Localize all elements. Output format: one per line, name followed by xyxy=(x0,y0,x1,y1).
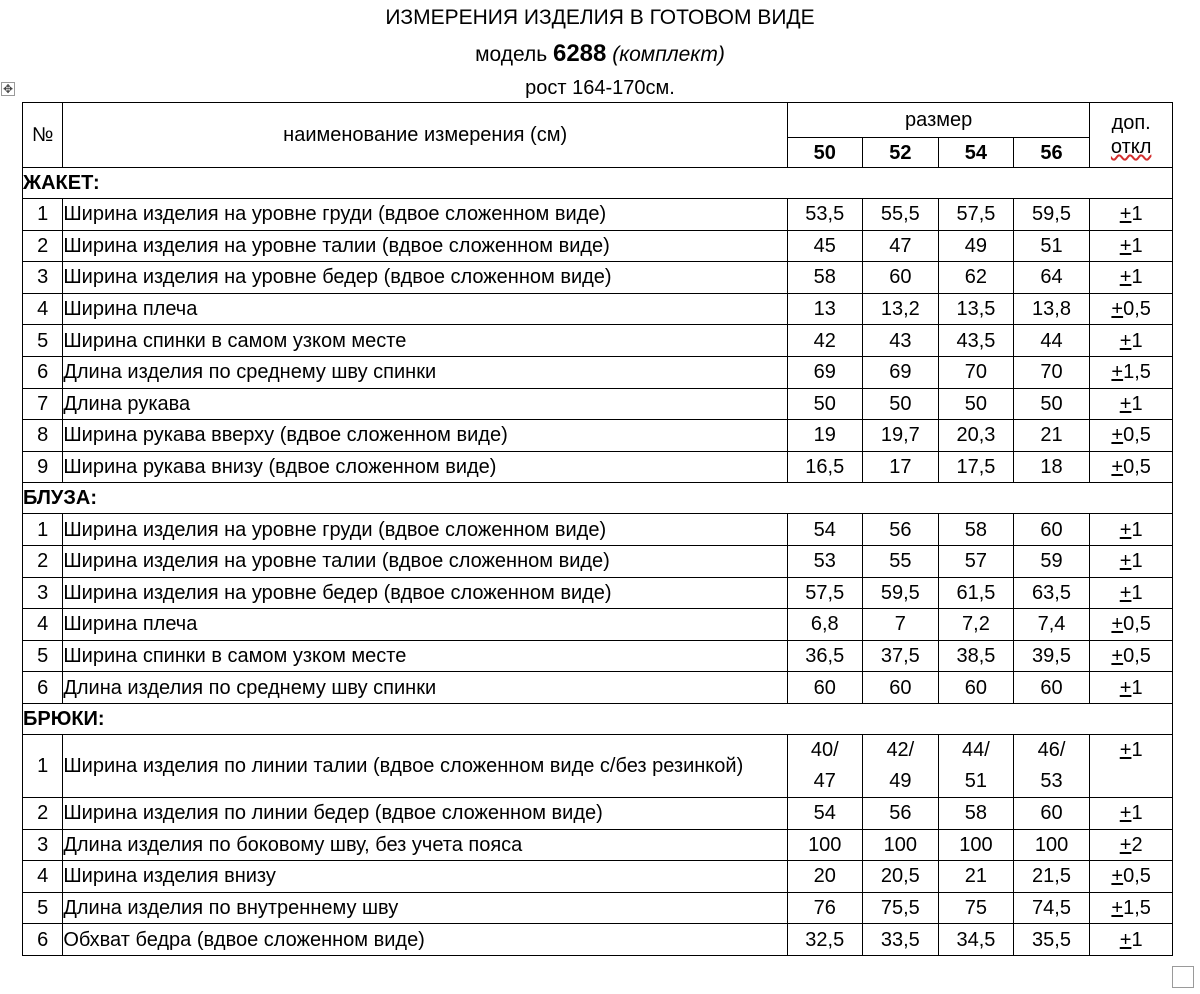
measurement-name: Ширина плеча xyxy=(63,293,788,325)
table-row xyxy=(23,514,1173,546)
size-52: 52 xyxy=(862,138,939,168)
size-value: 74,5 xyxy=(1013,892,1090,924)
row-number: 2 xyxy=(23,545,63,577)
section-title: ЖАКЕТ: xyxy=(23,168,1173,199)
table-row xyxy=(23,356,1173,388)
size-value: 63,5 xyxy=(1013,577,1090,609)
size-value: 7,4 xyxy=(1013,609,1090,641)
size-value: 6,8 xyxy=(787,609,862,641)
model-number: 6288 xyxy=(552,40,607,67)
measurement-name: Ширина спинки в самом узком месте xyxy=(63,325,788,357)
measurement-name: Ширина рукава внизу (вдвое сложенном виде) xyxy=(63,451,788,483)
size-value: 51 xyxy=(1013,230,1090,262)
table-row xyxy=(23,924,1173,956)
size-value: 42 xyxy=(787,325,862,357)
table-row xyxy=(23,892,1173,924)
measurement-name: Длина изделия по среднему шву спинки xyxy=(63,356,788,388)
size-value: 60 xyxy=(787,672,862,704)
size-value: 64 xyxy=(1013,262,1090,294)
size-value: 60 xyxy=(1013,672,1090,704)
table-row xyxy=(23,199,1173,231)
tolerance-sign: + xyxy=(1119,550,1132,573)
table-move-handle-icon[interactable]: ✥ xyxy=(2,82,14,96)
header-extra xyxy=(1090,103,1173,168)
section-row xyxy=(23,168,1173,199)
row-number: 3 xyxy=(23,262,63,294)
tolerance-value: 0,5 xyxy=(1123,613,1151,636)
size-54: 54 xyxy=(939,138,1014,168)
measurement-name: Ширина изделия на уровне талии (вдвое сложенном виде) xyxy=(63,545,788,577)
size-value: 34,5 xyxy=(939,924,1014,956)
size-value-line1: 40/ xyxy=(810,738,839,761)
row-number: 1 xyxy=(23,514,63,546)
tolerance xyxy=(1090,829,1173,861)
model-prefix: модель xyxy=(475,43,553,66)
tolerance-value: 1 xyxy=(1131,550,1143,573)
size-value: 33,5 xyxy=(862,924,939,956)
tolerance-sign: + xyxy=(1111,896,1124,919)
measurement-name: Ширина изделия на уровне груди (вдвое сложенном виде) xyxy=(63,514,788,546)
tolerance-sign: + xyxy=(1111,456,1124,479)
size-value: 58 xyxy=(939,514,1014,546)
size-value: 20,3 xyxy=(939,420,1014,452)
size-value: 49 xyxy=(939,230,1014,262)
row-number: 5 xyxy=(23,325,63,357)
size-56: 56 xyxy=(1013,138,1090,168)
size-value: 60 xyxy=(862,672,939,704)
tolerance xyxy=(1090,199,1173,231)
measurement-name: Ширина изделия на уровне бедер (вдвое сложенном виде) xyxy=(63,262,788,294)
measurement-name: Ширина рукава вверху (вдвое сложенном виде) xyxy=(63,420,788,452)
tolerance-sign: + xyxy=(1119,738,1132,761)
row-number: 5 xyxy=(23,892,63,924)
measurement-name: Длина изделия по среднему шву спинки xyxy=(63,672,788,704)
size-value: 20,5 xyxy=(862,861,939,893)
tolerance xyxy=(1090,514,1173,546)
row-number: 1 xyxy=(23,199,63,231)
row-number: 4 xyxy=(23,609,63,641)
row-number: 6 xyxy=(23,356,63,388)
table-row xyxy=(23,388,1173,420)
size-value: 58 xyxy=(939,797,1014,829)
tolerance-sign: + xyxy=(1119,234,1132,257)
row-number: 8 xyxy=(23,420,63,452)
tolerance-sign: + xyxy=(1119,802,1132,825)
tolerance xyxy=(1090,262,1173,294)
size-value: 17,5 xyxy=(939,451,1014,483)
table-row xyxy=(23,420,1173,452)
size-value xyxy=(787,734,862,797)
size-value: 50 xyxy=(787,388,862,420)
size-value-line2: 51 xyxy=(964,769,988,792)
size-value: 43,5 xyxy=(939,325,1014,357)
size-value: 13,5 xyxy=(939,293,1014,325)
size-value-line1: 42/ xyxy=(886,738,915,761)
size-value xyxy=(1013,734,1090,797)
row-number: 2 xyxy=(23,230,63,262)
table-row xyxy=(23,577,1173,609)
size-value: 36,5 xyxy=(787,640,862,672)
size-value: 54 xyxy=(787,514,862,546)
size-value: 19,7 xyxy=(862,420,939,452)
table-row xyxy=(23,545,1173,577)
size-value: 69 xyxy=(787,356,862,388)
size-value: 56 xyxy=(862,514,939,546)
size-value-line2: 53 xyxy=(1040,769,1063,792)
size-value: 70 xyxy=(1013,356,1090,388)
row-number: 5 xyxy=(23,640,63,672)
size-value: 21 xyxy=(1013,420,1090,452)
section-row xyxy=(23,703,1173,734)
row-number: 4 xyxy=(23,293,63,325)
table-row xyxy=(23,672,1173,704)
tolerance xyxy=(1090,577,1173,609)
height-line: рост 164-170см. xyxy=(525,77,675,99)
tolerance-value: 1,5 xyxy=(1123,361,1151,384)
size-value: 60 xyxy=(1013,797,1090,829)
size-value: 59,5 xyxy=(1013,199,1090,231)
tolerance-value: 1 xyxy=(1131,392,1143,415)
tolerance xyxy=(1090,892,1173,924)
tolerance-value: 1 xyxy=(1131,738,1143,761)
size-value: 57 xyxy=(939,545,1014,577)
measurement-name: Обхват бедра (вдвое сложенном виде) xyxy=(63,924,788,956)
table-row xyxy=(23,640,1173,672)
size-value: 100 xyxy=(1013,829,1090,861)
size-value: 50 xyxy=(939,388,1014,420)
tolerance-value: 0,5 xyxy=(1123,645,1151,668)
tolerance xyxy=(1090,545,1173,577)
tolerance-value: 0,5 xyxy=(1123,456,1151,479)
size-value: 53 xyxy=(787,545,862,577)
size-value: 21,5 xyxy=(1013,861,1090,893)
row-number: 3 xyxy=(23,577,63,609)
table-row xyxy=(23,262,1173,294)
size-value: 60 xyxy=(939,672,1014,704)
row-number: 3 xyxy=(23,829,63,861)
table-row xyxy=(23,797,1173,829)
table-row xyxy=(23,609,1173,641)
tolerance xyxy=(1090,861,1173,893)
model-suffix: (комплект) xyxy=(606,43,725,66)
header-extra-line1: доп. xyxy=(1111,112,1151,134)
measurement-name: Длина рукава xyxy=(63,388,788,420)
size-value: 59 xyxy=(1013,545,1090,577)
size-value-line1: 46/ xyxy=(1037,738,1066,761)
table-row xyxy=(23,451,1173,483)
tolerance-value: 1 xyxy=(1131,234,1143,257)
size-value: 50 xyxy=(1013,388,1090,420)
measurement-name: Ширина спинки в самом узком месте xyxy=(63,640,788,672)
tolerance-value: 1 xyxy=(1131,266,1143,289)
size-value: 37,5 xyxy=(862,640,939,672)
tolerance-value: 2 xyxy=(1131,833,1143,856)
header-extra-line2: откл xyxy=(1110,136,1152,158)
size-value: 76 xyxy=(787,892,862,924)
row-number: 9 xyxy=(23,451,63,483)
size-value: 47 xyxy=(862,230,939,262)
size-value-line2: 49 xyxy=(889,769,912,792)
size-value: 44 xyxy=(1013,325,1090,357)
size-value: 38,5 xyxy=(939,640,1014,672)
tolerance xyxy=(1090,797,1173,829)
size-value: 43 xyxy=(862,325,939,357)
tolerance-sign: + xyxy=(1119,392,1132,415)
size-value: 7,2 xyxy=(939,609,1014,641)
tolerance-value: 1 xyxy=(1131,203,1143,226)
tolerance-sign: + xyxy=(1119,676,1132,699)
size-value-line2: 47 xyxy=(813,769,836,792)
tolerance xyxy=(1090,924,1173,956)
tolerance-sign: + xyxy=(1119,203,1132,226)
table-resize-handle[interactable] xyxy=(1172,966,1194,988)
row-number: 6 xyxy=(23,924,63,956)
tolerance xyxy=(1090,734,1173,797)
table-row xyxy=(23,861,1173,893)
size-value: 50 xyxy=(862,388,939,420)
table-row xyxy=(23,734,1173,797)
measurement-name: Длина изделия по боковому шву, без учета пояса xyxy=(63,829,788,861)
size-value: 100 xyxy=(939,829,1014,861)
size-value: 75,5 xyxy=(862,892,939,924)
size-value: 13,2 xyxy=(862,293,939,325)
table-row xyxy=(23,829,1173,861)
size-value: 100 xyxy=(787,829,862,861)
size-value: 13 xyxy=(787,293,862,325)
size-value: 13,8 xyxy=(1013,293,1090,325)
size-value: 39,5 xyxy=(1013,640,1090,672)
size-value: 75 xyxy=(939,892,1014,924)
size-value: 16,5 xyxy=(787,451,862,483)
size-value: 70 xyxy=(939,356,1014,388)
tolerance-sign: + xyxy=(1111,613,1124,636)
tolerance-sign: + xyxy=(1119,329,1132,352)
size-value: 21 xyxy=(939,861,1014,893)
tolerance-value: 1 xyxy=(1131,518,1143,541)
measurement-name: Ширина изделия внизу xyxy=(63,861,788,893)
row-number: 4 xyxy=(23,861,63,893)
size-value: 57,5 xyxy=(787,577,862,609)
size-value xyxy=(862,734,939,797)
tolerance-value: 1 xyxy=(1131,329,1143,352)
tolerance xyxy=(1090,325,1173,357)
measurement-name: Ширина изделия на уровне бедер (вдвое сложенном виде) xyxy=(63,577,788,609)
tolerance-sign: + xyxy=(1111,298,1124,321)
tolerance-value: 1 xyxy=(1131,802,1143,825)
section-row xyxy=(23,483,1173,514)
model-line xyxy=(0,40,1200,69)
row-number: 6 xyxy=(23,672,63,704)
tolerance xyxy=(1090,451,1173,483)
size-value: 57,5 xyxy=(939,199,1014,231)
tolerance xyxy=(1090,672,1173,704)
section-title: БРЮКИ: xyxy=(23,703,1173,734)
measurement-name: Длина изделия по внутреннему шву xyxy=(63,892,788,924)
size-value xyxy=(939,734,1014,797)
measurements-table xyxy=(22,102,1173,956)
header-no: № xyxy=(23,103,63,168)
tolerance-sign: + xyxy=(1119,266,1132,289)
size-value: 100 xyxy=(862,829,939,861)
measurement-name: Ширина изделия по линии талии (вдвое сложенном виде с/без резинкой) xyxy=(63,734,788,797)
tolerance xyxy=(1090,609,1173,641)
tolerance-sign: + xyxy=(1111,865,1124,888)
tolerance-sign: + xyxy=(1119,581,1132,604)
tolerance xyxy=(1090,420,1173,452)
size-value: 55,5 xyxy=(862,199,939,231)
tolerance xyxy=(1090,388,1173,420)
size-value: 17 xyxy=(862,451,939,483)
size-value: 45 xyxy=(787,230,862,262)
table-row xyxy=(23,230,1173,262)
size-value: 53,5 xyxy=(787,199,862,231)
tolerance-sign: + xyxy=(1119,518,1132,541)
size-value: 7 xyxy=(862,609,939,641)
tolerance-value: 1 xyxy=(1131,676,1143,699)
table-row xyxy=(23,293,1173,325)
tolerance xyxy=(1090,640,1173,672)
tolerance-sign: + xyxy=(1119,928,1132,951)
header-name: наименование измерения (см) xyxy=(63,103,788,168)
tolerance-value: 0,5 xyxy=(1123,865,1151,888)
tolerance xyxy=(1090,356,1173,388)
table-row xyxy=(23,325,1173,357)
measurement-name: Ширина плеча xyxy=(63,609,788,641)
tolerance-value: 1 xyxy=(1131,928,1143,951)
section-title: БЛУЗА: xyxy=(23,483,1173,514)
size-value: 32,5 xyxy=(787,924,862,956)
size-value: 35,5 xyxy=(1013,924,1090,956)
header-size: размер xyxy=(787,103,1089,138)
tolerance-sign: + xyxy=(1111,424,1124,447)
measurement-name: Ширина изделия на уровне талии (вдвое сложенном виде) xyxy=(63,230,788,262)
measurement-name: Ширина изделия по линии бедер (вдвое сложенном виде) xyxy=(63,797,788,829)
size-value: 69 xyxy=(862,356,939,388)
table-body xyxy=(23,103,1173,956)
size-value: 60 xyxy=(1013,514,1090,546)
row-number: 7 xyxy=(23,388,63,420)
size-value: 61,5 xyxy=(939,577,1014,609)
row-number: 1 xyxy=(23,734,63,797)
tolerance-value: 1 xyxy=(1131,581,1143,604)
size-50: 50 xyxy=(787,138,862,168)
size-value: 54 xyxy=(787,797,862,829)
size-value: 58 xyxy=(787,262,862,294)
size-value: 60 xyxy=(862,262,939,294)
tolerance-sign: + xyxy=(1111,361,1124,384)
header-row xyxy=(23,103,1173,138)
size-value: 18 xyxy=(1013,451,1090,483)
size-value: 19 xyxy=(787,420,862,452)
size-value: 20 xyxy=(787,861,862,893)
row-number: 2 xyxy=(23,797,63,829)
tolerance xyxy=(1090,293,1173,325)
size-value: 59,5 xyxy=(862,577,939,609)
tolerance xyxy=(1090,230,1173,262)
size-value-line1: 44/ xyxy=(962,738,990,761)
size-value: 56 xyxy=(862,797,939,829)
document-title: ИЗМЕРЕНИЯ ИЗДЕЛИЯ В ГОТОВОМ ВИДЕ xyxy=(385,6,815,29)
measurement-name: Ширина изделия на уровне груди (вдвое сложенном виде) xyxy=(63,199,788,231)
tolerance-value: 0,5 xyxy=(1123,298,1151,321)
tolerance-value: 0,5 xyxy=(1123,424,1151,447)
tolerance-sign: + xyxy=(1111,645,1124,668)
size-value: 62 xyxy=(939,262,1014,294)
tolerance-value: 1,5 xyxy=(1123,896,1151,919)
size-value: 55 xyxy=(862,545,939,577)
tolerance-sign: + xyxy=(1119,833,1132,856)
